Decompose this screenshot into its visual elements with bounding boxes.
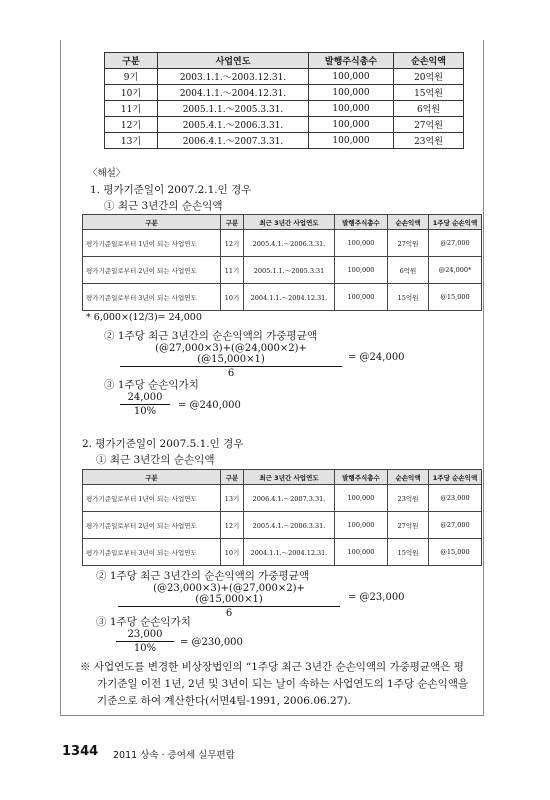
table-cell: 23억원: [394, 133, 464, 149]
header-cell: 구분: [83, 215, 221, 230]
header-cell: 순손익액: [388, 215, 429, 230]
table-cell: 2004.1.1.～2004.12.31.: [244, 284, 335, 311]
fraction-numerator: (@27,000×3)+(@24,000×2)+(@15,000×1): [120, 343, 342, 367]
table-row: [83, 230, 482, 257]
table-cell: @23,000: [429, 485, 482, 512]
header-cell: 순손익액: [394, 53, 464, 69]
table-cell: 13기: [105, 133, 158, 149]
header-cell: 1주당 순손익액: [429, 215, 482, 230]
table-cell: 20억원: [394, 69, 464, 85]
table-row: [105, 69, 464, 85]
case1-sub1: ① 최근 3년간의 순손익액: [104, 200, 223, 212]
table-cell: 2005.4.1.～2006.3.31.: [158, 117, 309, 133]
haeseol-heading: 〈해설〉: [88, 168, 126, 179]
table-cell: 2004.1.1.～2004.12.31.: [158, 85, 309, 101]
table-cell: 평가기준일로부터 1년이 되는 사업연도: [83, 485, 221, 512]
case2-value-result: = @230,000: [180, 637, 243, 648]
table-cell: 2006.4.1.～2007.3.31.: [244, 485, 335, 512]
table-cell: 평가기준일로부터 3년이 되는 사업연도: [83, 539, 221, 566]
fraction-numerator: 23,000: [116, 629, 174, 642]
case1-avg-fraction: [120, 343, 342, 379]
header-cell: 구분: [105, 53, 158, 69]
table-cell: 100,000: [309, 101, 394, 117]
case1-sub2: ② 1주당 최근 3년간의 순손익액의 가중평균액: [104, 330, 317, 342]
case1-value-result: = @240,000: [178, 400, 241, 411]
table-row: [105, 85, 464, 101]
fraction-denominator: 10%: [133, 406, 157, 417]
table-cell: 평가기준일로부터 1년이 되는 사업연도: [83, 230, 221, 257]
header-cell: 최근 3년간 사업연도: [244, 215, 335, 230]
table-cell: 12기: [221, 512, 244, 539]
table-cell: 11기: [221, 257, 244, 284]
table-row: [105, 101, 464, 117]
header-cell: 발행주식총수: [309, 53, 394, 69]
table-cell: 100,000: [335, 539, 388, 566]
header-cell: 발행주식총수: [335, 470, 388, 485]
header-cell: 최근 3년간 사업연도: [244, 470, 335, 485]
case1-note: * 6,000×(12/3)= 24,000: [86, 312, 202, 323]
case2-sub2: ② 1주당 최근 3년간의 순손익액의 가중평균액: [96, 570, 309, 582]
table-cell: @15,000: [429, 284, 482, 311]
table-cell: 100,000: [309, 133, 394, 149]
header-cell: 순손익액: [388, 470, 429, 485]
fraction-denominator: 6: [225, 608, 233, 619]
case2-value-fraction: [116, 629, 174, 654]
remark-line1: ※ 사업연도를 변경한 비상장법인의 “1주당 최근 3년간 순손익액의 가중평균액은 평: [80, 661, 464, 673]
case1-avg-result: = @24,000: [348, 352, 405, 363]
header-cell: 구분: [221, 215, 244, 230]
remark-line2: 가기준일 이전 1년, 2년 및 3년이 되는 날이 속하는 사업연도의 1주당 순손익액을: [97, 678, 469, 690]
table-cell: 2005.1.1.～2005.3.31: [244, 257, 335, 284]
table-cell: 10기: [221, 539, 244, 566]
table-row: [83, 257, 482, 284]
table-cell: 2004.1.1.～2004.12.31.: [244, 539, 335, 566]
table-row: [83, 539, 482, 566]
header-cell: 사업연도: [158, 53, 309, 69]
header-cell: 발행주식총수: [335, 215, 388, 230]
case1-sub3: ③ 1주당 순손익가치: [104, 379, 199, 391]
table-cell: 10기: [221, 284, 244, 311]
table-row: [105, 133, 464, 149]
table-cell: 100,000: [335, 257, 388, 284]
table-cell: 평가기준일로부터 3년이 되는 사업연도: [83, 284, 221, 311]
case1-value-fraction: [120, 392, 170, 417]
case2-table: [82, 469, 482, 566]
fraction-numerator: (@23,000×3)+(@27,000×2)+(@15,000×1): [118, 583, 340, 607]
table-row: [83, 512, 482, 539]
case2-avg-result: = @23,000: [348, 592, 405, 603]
case2-title: 2. 평가기준일이 2007.5.1.인 경우: [82, 438, 244, 450]
table-cell: @27,000: [429, 512, 482, 539]
table-cell: 12기: [105, 117, 158, 133]
top-fiscal-table: [104, 52, 464, 149]
case1-title: 1. 평가기준일이 2007.2.1.인 경우: [90, 184, 252, 196]
table-cell: 평가기준일로부터 2년이 되는 사업연도: [83, 512, 221, 539]
table-cell: 23억원: [388, 485, 429, 512]
table-cell: 6억원: [388, 257, 429, 284]
table-cell: 6억원: [394, 101, 464, 117]
header-cell: 구분: [83, 470, 221, 485]
table-cell: 2006.4.1.～2007.3.31.: [158, 133, 309, 149]
table-cell: 27억원: [388, 230, 429, 257]
table-cell: 100,000: [309, 117, 394, 133]
table-cell: 100,000: [335, 485, 388, 512]
table-header-row: [83, 470, 482, 485]
fraction-numerator: 24,000: [120, 392, 170, 405]
table-cell: 100,000: [335, 284, 388, 311]
table-cell: 15억원: [388, 284, 429, 311]
table-row: [105, 117, 464, 133]
table-cell: 9기: [105, 69, 158, 85]
table-cell: 27억원: [388, 512, 429, 539]
table-row: [83, 485, 482, 512]
table-cell: 100,000: [309, 69, 394, 85]
table-header-row: [105, 53, 464, 69]
table-cell: 27억원: [394, 117, 464, 133]
table-cell: 12기: [221, 230, 244, 257]
table-cell: @24,000*: [429, 257, 482, 284]
remark-line3: 기준으로 하여 계산한다(서면4팀-1991, 2006.06.27).: [97, 695, 351, 707]
table-cell: @27,000: [429, 230, 482, 257]
table-cell: 13기: [221, 485, 244, 512]
book-title: 2011 상속 · 증여세 실무편람: [113, 750, 235, 761]
table-cell: 평가기준일로부터 2년이 되는 사업연도: [83, 257, 221, 284]
table-cell: 100,000: [309, 85, 394, 101]
case2-sub3: ③ 1주당 순손익가치: [96, 616, 191, 628]
header-cell: 구분: [221, 470, 244, 485]
table-cell: 2005.1.1.～2005.3.31.: [158, 101, 309, 117]
fraction-denominator: 6: [227, 368, 235, 379]
table-cell: 10기: [105, 85, 158, 101]
table-cell: 2005.4.1.～2006.3.31.: [244, 230, 335, 257]
table-cell: 100,000: [335, 512, 388, 539]
fraction-denominator: 10%: [133, 643, 157, 654]
table-cell: 2003.1.1.～2003.12.31.: [158, 69, 309, 85]
table-header-row: [83, 215, 482, 230]
case1-table: [82, 214, 482, 311]
table-cell: 2005.4.1.～2006.3.31.: [244, 512, 335, 539]
table-cell: 100,000: [335, 230, 388, 257]
table-row: [83, 284, 482, 311]
header-cell: 1주당 순손익액: [429, 470, 482, 485]
table-cell: @15,000: [429, 539, 482, 566]
page-number: 1344: [62, 744, 99, 759]
case2-sub1: ① 최근 3년간의 순손익액: [96, 454, 215, 466]
table-cell: 15억원: [388, 539, 429, 566]
table-cell: 11기: [105, 101, 158, 117]
table-cell: 15억원: [394, 85, 464, 101]
